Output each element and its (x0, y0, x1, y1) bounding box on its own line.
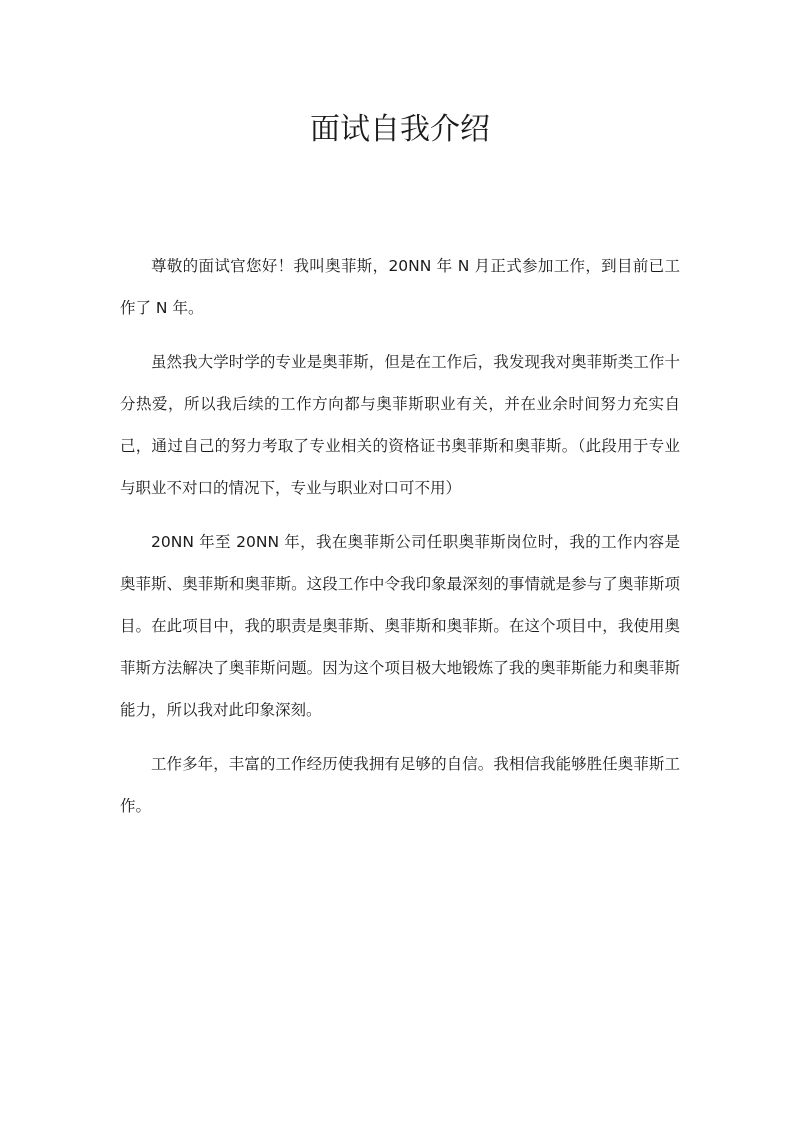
document-body (120, 245, 680, 839)
paragraph-major: 虽然我大学时学的专业是奥菲斯，但是在工作后，我发现我对奥菲斯类工作十分热爱，所以我后续的工作方向都与奥菲斯职业有关，并在业余时间努力充实自己，通过自己的努力考取了专业相关的资格证书奥菲斯和奥菲斯。（此段用于专业与职业不对口的情况下，专业与职业对口可不用） (120, 353, 680, 497)
paragraph-greeting: 尊敬的面试官您好！我叫奥菲斯，20NN 年 N 月正式参加工作，到目前已工作了 N 年。 (120, 257, 680, 317)
document-title: 面试自我介绍 (310, 112, 490, 147)
paragraph-closing: 工作多年，丰富的工作经历使我拥有足够的自信。我相信我能够胜任奥菲斯工作。 (120, 755, 680, 815)
paragraph-experience: 20NN 年至 20NN 年，我在奥菲斯公司任职奥菲斯岗位时，我的工作内容是奥菲斯、奥菲斯和奥菲斯。这段工作中令我印象最深刻的事情就是参与了奥菲斯项目。在此项目中，我的职责是奥菲斯、奥菲斯和奥菲斯。在这个项目中，我使用奥菲斯方法解决了奥菲斯问题。因为这个项目极大地锻炼了我的奥菲斯能力和奥菲斯能力，所以我对此印象深刻。 (120, 533, 680, 719)
